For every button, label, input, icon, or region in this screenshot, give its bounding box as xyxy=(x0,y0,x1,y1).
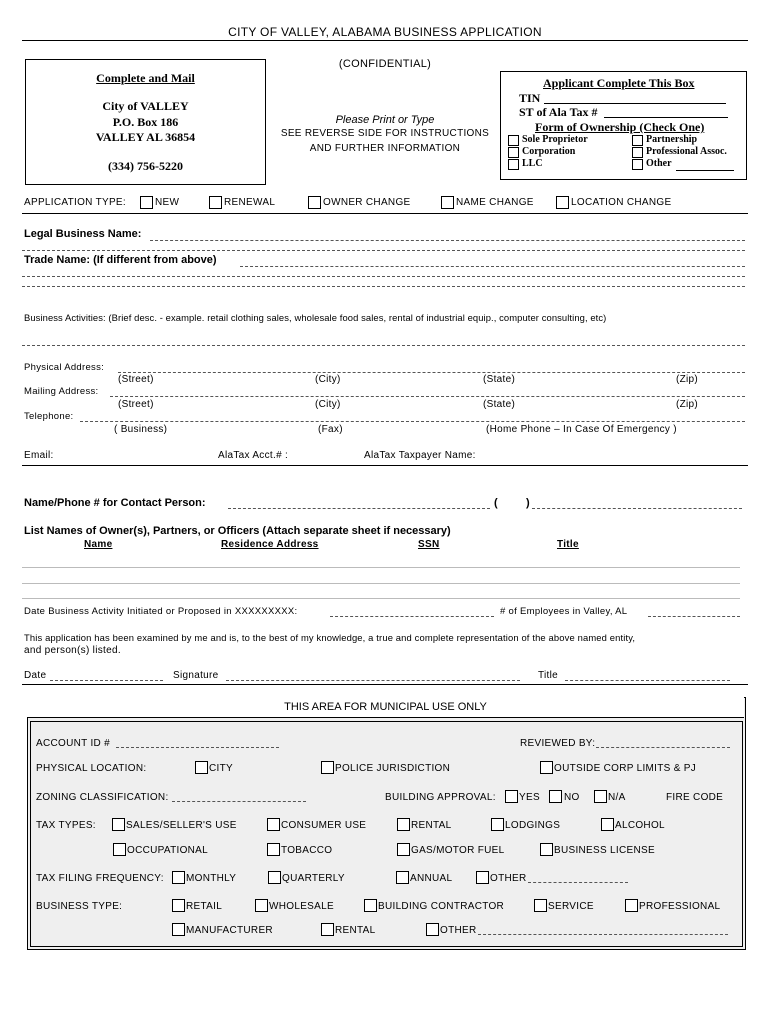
other-freq-input[interactable] xyxy=(528,882,628,883)
gas-checkbox[interactable] xyxy=(397,843,410,856)
street-caption-1: (Street) xyxy=(118,374,154,385)
date-initiated-label: Date Business Activity Initiated or Proposed in XXXXXXXXX: xyxy=(24,606,298,617)
st-tax-label: ST of Ala Tax # xyxy=(519,105,598,119)
col-name: Name xyxy=(84,539,113,550)
service-checkbox[interactable] xyxy=(534,899,547,912)
manufacturer-checkbox[interactable] xyxy=(172,923,185,936)
owner-row-3[interactable] xyxy=(22,598,740,599)
wholesale-checkbox[interactable] xyxy=(255,899,268,912)
occupational-label: OCCUPATIONAL xyxy=(127,845,209,856)
name-change-checkbox[interactable] xyxy=(441,196,454,209)
col-address: Residence Address xyxy=(221,539,319,550)
section-rule xyxy=(22,213,748,214)
attest-line-1: This application has been examined by me and is, to the best of my knowledge, a true and complete representation of the above named entity, xyxy=(24,632,636,643)
city-caption-2: (City) xyxy=(315,399,341,410)
municipal-inner xyxy=(30,721,743,947)
tobacco-checkbox[interactable] xyxy=(267,843,280,856)
see-reverse-1: SEE REVERSE SIDE FOR INSTRUCTIONS xyxy=(280,128,490,139)
owner-row-1[interactable] xyxy=(22,567,740,568)
professional-checkbox[interactable] xyxy=(625,899,638,912)
city-caption-1: (City) xyxy=(315,374,341,385)
new-checkbox[interactable] xyxy=(140,196,153,209)
police-label: POLICE JURISDICTION xyxy=(335,763,451,774)
sales-checkbox[interactable] xyxy=(112,818,125,831)
contact-phone-input[interactable] xyxy=(532,508,742,509)
date-input[interactable] xyxy=(50,680,163,681)
date-label: Date xyxy=(24,670,47,681)
email-label: Email: xyxy=(24,450,54,461)
activities-input[interactable] xyxy=(22,345,745,346)
contact-paren: ( xyxy=(494,497,498,509)
manufacturer-label: MANUFACTURER xyxy=(186,925,273,936)
city-checkbox[interactable] xyxy=(195,761,208,774)
alcohol-label: ALCOHOL xyxy=(615,820,665,831)
lodgings-label: LODGINGS xyxy=(505,820,561,831)
llc-label: LLC xyxy=(522,158,543,169)
consumer-checkbox[interactable] xyxy=(267,818,280,831)
form-title: CITY OF VALLEY, ALABAMA BUSINESS APPLICATION xyxy=(228,25,542,39)
legal-name-label: Legal Business Name: xyxy=(24,228,142,240)
monthly-checkbox[interactable] xyxy=(172,871,185,884)
outside-checkbox[interactable] xyxy=(540,761,553,774)
employees-input[interactable] xyxy=(648,616,740,617)
state-caption-1: (State) xyxy=(483,374,516,385)
rental-tax-label: RENTAL xyxy=(411,820,452,831)
professional-assoc-checkbox[interactable] xyxy=(632,147,643,158)
quarterly-checkbox[interactable] xyxy=(268,871,281,884)
lodgings-checkbox[interactable] xyxy=(491,818,504,831)
professional-label: PROFESSIONAL xyxy=(639,901,721,912)
zoning-input[interactable] xyxy=(172,801,306,802)
new-label: NEW xyxy=(155,197,180,208)
owner-change-checkbox[interactable] xyxy=(308,196,321,209)
signature-input[interactable] xyxy=(226,680,520,681)
see-reverse-2: AND FURTHER INFORMATION xyxy=(309,143,461,154)
wholesale-label: WHOLESALE xyxy=(269,901,334,912)
legal-name-input[interactable] xyxy=(150,240,745,241)
legal-name-line2[interactable] xyxy=(22,250,745,251)
retail-checkbox[interactable] xyxy=(172,899,185,912)
zip-caption-2: (Zip) xyxy=(676,399,699,410)
annual-label: ANNUAL xyxy=(410,873,453,884)
city-label: CITY xyxy=(209,763,233,774)
sole-proprietor-label: Sole Proprietor xyxy=(522,134,588,145)
fax-caption: (Fax) xyxy=(318,424,343,435)
sole-proprietor-checkbox[interactable] xyxy=(508,135,519,146)
reviewed-input[interactable] xyxy=(596,747,730,748)
freq-label: TAX FILING FREQUENCY: xyxy=(36,873,164,884)
owner-row-2[interactable] xyxy=(22,583,740,584)
other-type-checkbox[interactable] xyxy=(426,923,439,936)
mail-phone: (334) 756-5220 xyxy=(108,159,183,173)
print-instruction: Please Print or Type xyxy=(335,114,435,126)
gas-label: GAS/MOTOR FUEL xyxy=(411,845,505,856)
no-label: NO xyxy=(564,792,580,803)
tin-input[interactable] xyxy=(544,103,726,104)
rental-type-checkbox[interactable] xyxy=(321,923,334,936)
other-ownership-label: Other xyxy=(646,158,672,169)
retail-label: RETAIL xyxy=(186,901,223,912)
email-rule[interactable] xyxy=(22,465,748,466)
account-label: ACCOUNT ID # xyxy=(36,738,110,749)
renewal-checkbox[interactable] xyxy=(209,196,222,209)
business-phone-caption: ( Business) xyxy=(114,424,168,435)
trade-name-input[interactable] xyxy=(240,266,745,267)
reviewed-label: REVIEWED BY: xyxy=(520,738,596,749)
zoning-label: ZONING CLASSIFICATION: xyxy=(36,792,169,803)
corporation-label: Corporation xyxy=(522,146,576,157)
street-caption-2: (Street) xyxy=(118,399,154,410)
contractor-label: BUILDING CONTRACTOR xyxy=(378,901,505,912)
contact-name-input[interactable] xyxy=(228,508,490,509)
employees-label: # of Employees in Valley, AL xyxy=(500,606,628,617)
renewal-label: RENEWAL xyxy=(224,197,276,208)
bus-license-checkbox[interactable] xyxy=(540,843,553,856)
owners-label: List Names of Owner(s), Partners, or Officers (Attach separate sheet if necessary) xyxy=(24,525,451,537)
fire-code-label: FIRE CODE xyxy=(666,792,724,803)
mail-line2: P.O. Box 186 xyxy=(112,115,179,129)
consumer-label: CONSUMER USE xyxy=(281,820,367,831)
state-caption-2: (State) xyxy=(483,399,516,410)
yes-label: YES xyxy=(519,792,540,803)
signature-label: Signature xyxy=(173,670,219,681)
activities-label: Business Activities: (Brief desc. - example. retail clothing sales, wholesale food sales, rental of industrial equip., computer consulting, etc) xyxy=(24,312,607,323)
mailing-address-input[interactable] xyxy=(110,396,745,397)
owner-change-label: OWNER CHANGE xyxy=(323,197,411,208)
location-change-label: LOCATION CHANGE xyxy=(571,197,672,208)
physical-address-input[interactable] xyxy=(118,372,745,373)
applicant-heading: Applicant Complete This Box xyxy=(543,76,695,90)
confidential-label: (CONFIDENTIAL) xyxy=(338,58,432,70)
alcohol-checkbox[interactable] xyxy=(601,818,614,831)
contact-label: Name/Phone # for Contact Person: xyxy=(24,497,206,509)
account-input[interactable] xyxy=(116,747,279,748)
other-freq-label: OTHER xyxy=(490,873,527,884)
trade-name-label: Trade Name: (If different from above) xyxy=(24,254,217,266)
municipal-heading: THIS AREA FOR MUNICIPAL USE ONLY xyxy=(284,701,487,713)
mail-line3: VALLEY AL 36854 xyxy=(95,130,196,144)
location-change-checkbox[interactable] xyxy=(556,196,569,209)
col-title: Title xyxy=(557,539,579,550)
tax-types-label: TAX TYPES: xyxy=(36,820,96,831)
app-type-label: APPLICATION TYPE: xyxy=(24,197,126,208)
alatax-acct-label: AlaTax Acct.# : xyxy=(218,450,289,461)
rental-type-label: RENTAL xyxy=(335,925,376,936)
building-label: BUILDING APPROVAL: xyxy=(385,792,496,803)
yes-checkbox[interactable] xyxy=(505,790,518,803)
name-change-label: NAME CHANGE xyxy=(456,197,534,208)
service-label: SERVICE xyxy=(548,901,594,912)
title-input[interactable] xyxy=(565,680,730,681)
contact-paren-close: ) xyxy=(526,497,530,509)
no-checkbox[interactable] xyxy=(549,790,562,803)
mail-heading: Complete and Mail xyxy=(96,71,195,85)
title-rule xyxy=(22,40,748,41)
police-checkbox[interactable] xyxy=(321,761,334,774)
quarterly-label: QUARTERLY xyxy=(282,873,345,884)
partnership-label: Partnership xyxy=(646,134,698,145)
corporation-checkbox[interactable] xyxy=(508,147,519,158)
contractor-checkbox[interactable] xyxy=(364,899,377,912)
st-tax-input[interactable] xyxy=(604,117,728,118)
na-label: N/A xyxy=(608,792,626,803)
sales-label: SALES/SELLER'S USE xyxy=(126,820,237,831)
ownership-heading: Form of Ownership (Check One) xyxy=(535,120,705,134)
title-label: Title xyxy=(538,670,559,681)
other-ownership-input[interactable] xyxy=(676,170,734,171)
zip-caption-1: (Zip) xyxy=(676,374,699,385)
phys-loc-label: PHYSICAL LOCATION: xyxy=(36,763,147,774)
tobacco-label: TOBACCO xyxy=(281,845,333,856)
alatax-name-label: AlaTax Taxpayer Name: xyxy=(364,450,476,461)
telephone-input[interactable] xyxy=(80,421,745,422)
rental-tax-checkbox[interactable] xyxy=(397,818,410,831)
occupational-checkbox[interactable] xyxy=(113,843,126,856)
annual-checkbox[interactable] xyxy=(396,871,409,884)
other-freq-checkbox[interactable] xyxy=(476,871,489,884)
date-initiated-input[interactable] xyxy=(330,616,494,617)
attest-line-2: and person(s) listed. xyxy=(24,645,121,656)
mailing-address-label: Mailing Address: xyxy=(24,386,99,397)
col-ssn: SSN xyxy=(418,539,440,550)
other-type-label: OTHER xyxy=(440,925,477,936)
na-checkbox[interactable] xyxy=(594,790,607,803)
llc-checkbox[interactable] xyxy=(508,159,519,170)
mail-line1: City of VALLEY xyxy=(102,99,189,113)
outside-label: OUTSIDE CORP LIMITS & PJ xyxy=(554,763,697,774)
bus-license-label: BUSINESS LICENSE xyxy=(554,845,655,856)
professional-assoc-label: Professional Assoc. xyxy=(646,146,727,157)
trade-name-line3[interactable] xyxy=(22,286,745,287)
physical-address-label: Physical Address: xyxy=(24,362,105,373)
telephone-label: Telephone: xyxy=(24,411,74,422)
other-ownership-checkbox[interactable] xyxy=(632,159,643,170)
monthly-label: MONTHLY xyxy=(186,873,237,884)
bus-type-label: BUSINESS TYPE: xyxy=(36,901,123,912)
partnership-checkbox[interactable] xyxy=(632,135,643,146)
tin-label: TIN xyxy=(519,91,541,105)
home-phone-caption: (Home Phone – In Case Of Emergency ) xyxy=(486,424,677,435)
trade-name-line2[interactable] xyxy=(22,276,745,277)
mail-box xyxy=(25,59,266,185)
signature-rule xyxy=(22,684,748,685)
other-type-input[interactable] xyxy=(478,934,728,935)
